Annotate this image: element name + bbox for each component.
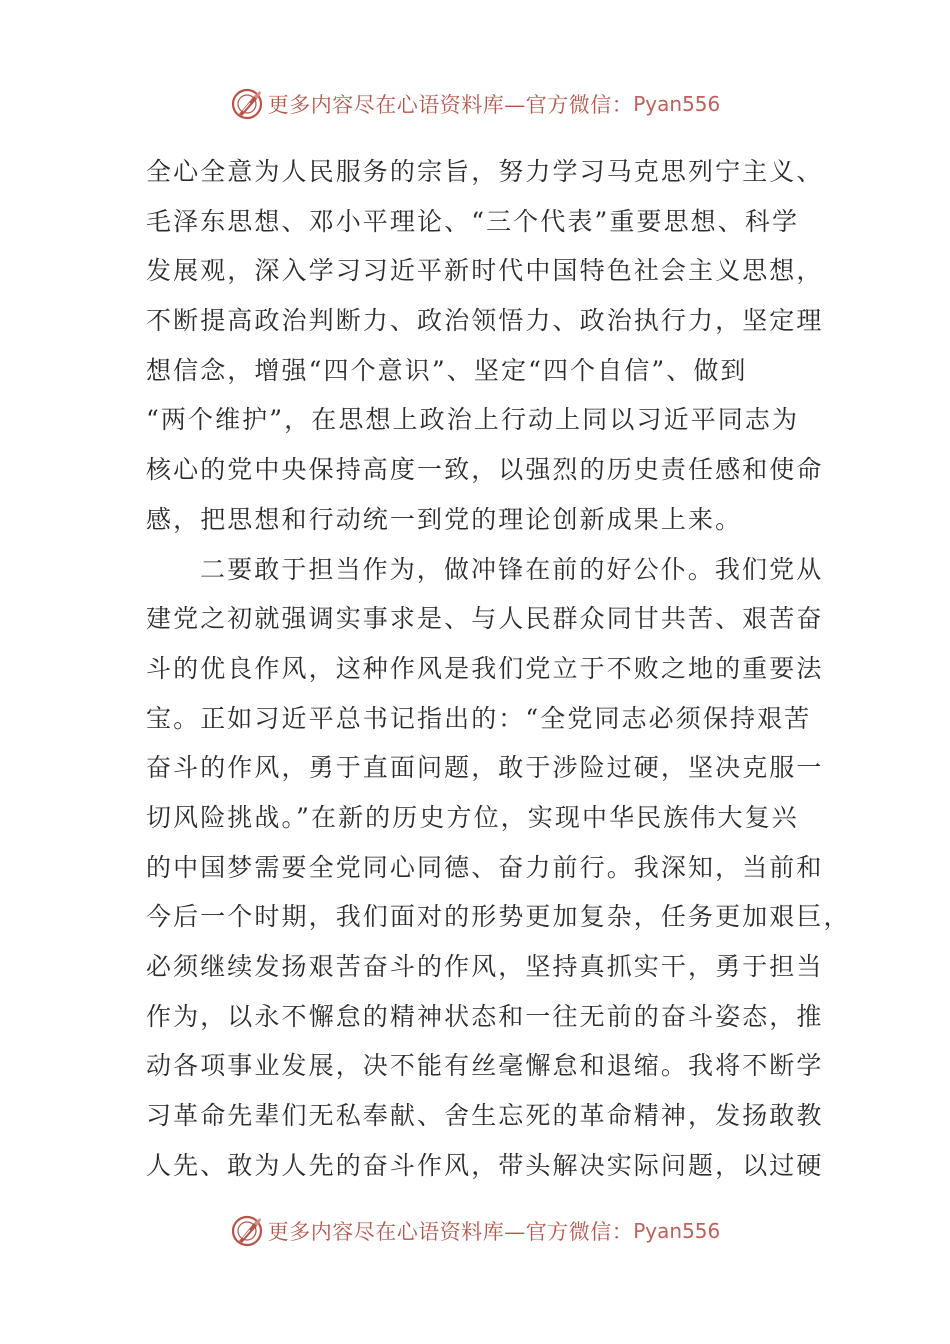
text-line: 二要敢于担当作为，做冲锋在前的好公仆。我们党从	[200, 554, 824, 584]
document-body	[146, 147, 851, 1190]
text-line: 人先、敢为人先的奋斗作风，带头解决实际问题，以过硬	[146, 1150, 824, 1180]
text-line: 想信念，增强“四个意识”、坚定“四个自信”、做到	[146, 355, 748, 385]
text-line: 必须继续发扬艰苦奋斗的作风，坚持真抓实干，勇于担当	[146, 952, 824, 981]
pen-nib-logo-icon	[230, 87, 264, 121]
pen-nib-logo-icon	[230, 1214, 264, 1248]
wechat-id: Pyan556	[633, 1219, 721, 1243]
text-line: “两个维护”，在思想上政治上行动上同以习近平同志为	[146, 405, 800, 435]
text-line: 习革命先辈们无私奉献、舍生忘死的革命精神，发扬敢教	[146, 1101, 824, 1131]
banner-text: 更多内容尽在心语资料库—官方微信：	[267, 93, 634, 117]
text-line: 奋斗的作风，勇于直面问题，敢于涉险过硬，坚决克服一	[146, 753, 824, 783]
text-line: 作为，以永不懈怠的精神状态和一往无前的奋斗姿态，推	[146, 1001, 824, 1031]
text-line: 建党之初就强调实事求是、与人民群众同甘共苦、艰苦奋	[146, 604, 824, 634]
text-line: 全心全意为人民服务的宗旨，努力学习马克思列宁主义、	[146, 157, 824, 186]
text-line: 核心的党中央保持高度一致，以强烈的历史责任感和使命	[146, 455, 824, 485]
header-banner	[0, 84, 950, 124]
text-line: 宝。正如习近平总书记指出的：“全党同志必须保持艰苦	[146, 703, 812, 733]
wechat-id: Pyan556	[633, 92, 721, 116]
text-line: 斗的优良作风，这种作风是我们党立于不败之地的重要法	[146, 653, 824, 683]
text-line: 动各项事业发展，决不能有丝毫懈怠和退缩。我将不断学	[146, 1051, 824, 1081]
footer-banner	[0, 1211, 950, 1251]
text-line: 感，把思想和行动统一到党的理论创新成果上来。	[146, 504, 743, 534]
text-line: 毛泽东思想、邓小平理论、“三个代表”重要思想、科学	[146, 206, 800, 236]
banner-text: 更多内容尽在心语资料库—官方微信：	[267, 1220, 634, 1244]
text-line: 不断提高政治判断力、政治领悟力、政治执行力，坚定理	[146, 306, 824, 336]
text-line: 的中国梦需要全党同心同德、奋力前行。我深知，当前和	[146, 852, 824, 882]
text-line: 发展观，深入学习习近平新时代中国特色社会主义思想，	[146, 256, 824, 286]
text-line: 今后一个时期，我们面对的形势更加复杂，任务更加艰巨，	[146, 902, 851, 932]
text-line: 切风险挑战。”在新的历史方位，实现中华民族伟大复兴	[146, 802, 799, 832]
